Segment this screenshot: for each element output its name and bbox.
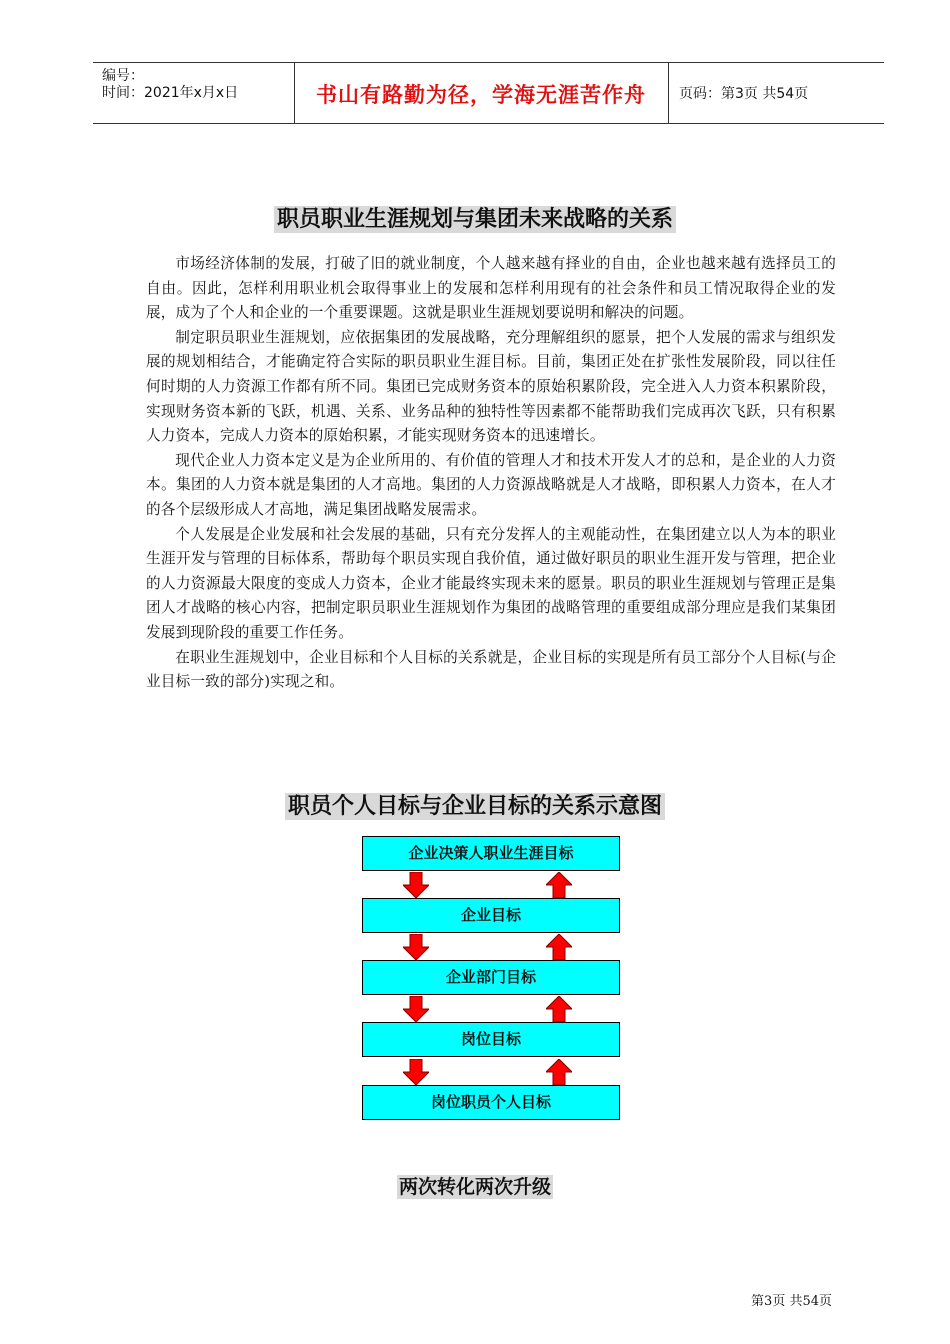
diagram-box-enterprise-goal: 企业目标	[362, 898, 620, 933]
up-arrow-icon	[546, 934, 572, 960]
section-title-1	[0, 202, 950, 233]
section-title-2-text: 职员个人目标与企业目标的关系示意图	[285, 793, 665, 820]
section-title-1-text: 职员职业生涯规划与集团未来战略的关系	[274, 206, 676, 233]
up-arrow-icon	[546, 1059, 572, 1085]
motto: 书山有路勤为径，学海无涯苦作舟	[316, 83, 646, 107]
section-title-2	[0, 789, 950, 820]
down-arrow-icon	[403, 934, 429, 960]
paragraph-3: 现代企业人力资本定义是为企业所用的、有价值的管理人才和技术开发人才的总和，是企业的人力资本。集团的人力资本就是集团的人才高地。集团的人力资源战略就是人才战略，即积累人力资本，在人才的各个层级形成人才高地，满足集团战略发展需求。	[146, 451, 836, 518]
page-footer: 第3页 共54页	[751, 1294, 832, 1309]
paragraph-2: 制定职员职业生涯规划，应依据集团的发展战略，充分理解组织的愿景，把个人发展的需求与组织发展的规划相结合，才能确定符合实际的职员职业生涯目标。目前，集团正处在扩张性发展阶段，同以往任何时期的人力资源工作都有所不同。集团已完成财务资本的原始积累阶段，完全进入人力资本积累阶段，实现财务资本新的飞跃，机遇、关系、业务品种的独特性等因素都不能帮助我们完成再次飞跃，只有积累人力资本，完成人力资本的原始积累，才能实现财务资本的迅速增长。	[146, 328, 836, 445]
header-motto-cell	[294, 63, 669, 123]
down-arrow-icon	[403, 872, 429, 898]
up-arrow-icon	[546, 872, 572, 898]
down-arrow-icon	[403, 996, 429, 1022]
time-line: 时间：2021年x月x日	[102, 85, 239, 101]
page-header	[93, 62, 884, 124]
paragraph-1: 市场经济体制的发展，打破了旧的就业制度，个人越来越有择业的自由，企业也越来越有选择员工的自由。因此，怎样利用职业机会取得事业上的发展和怎样利用现有的社会条件和员工情况取得企业的发展，成为了个人和企业的一个重要课题。这就是职业生涯规划要说明和解决的问题。	[146, 255, 836, 322]
header-right-cell	[669, 63, 884, 123]
diagram-caption	[0, 1172, 950, 1199]
diagram-box-position-goal: 岗位目标	[362, 1022, 620, 1057]
page-code: 页码：第3页 共54页	[679, 86, 809, 102]
paragraph-4: 个人发展是企业发展和社会发展的基础，只有充分发挥人的主观能动性，在集团建立以人为本的职业生涯开发与管理的目标体系，帮助每个职员实现自我价值，通过做好职员的职业生涯开发与管理，把企业的人力资源最大限度的变成人力资本，企业才能最终实现未来的愿景。职员的职业生涯规划与管理正是集团人才战略的核心内容，把制定职员职业生涯规划作为集团的战略管理的重要组成部分理应是我们某集团发展到现阶段的重要工作任务。	[146, 525, 836, 641]
paragraph-5: 在职业生涯规划中，企业目标和个人目标的关系就是，企业目标的实现是所有员工部分个人目标(与企业目标一致的部分)实现之和。	[146, 648, 836, 691]
body-text	[146, 252, 836, 695]
diagram-box-department-goal: 企业部门目标	[362, 960, 620, 995]
diagram-caption-text: 两次转化两次升级	[398, 1176, 551, 1198]
number-label: 编号：	[102, 68, 144, 84]
diagram-box-decision-maker-goal: 企业决策人职业生涯目标	[362, 836, 620, 871]
diagram-box-personal-goal: 岗位职员个人目标	[362, 1085, 620, 1120]
up-arrow-icon	[546, 996, 572, 1022]
header-left-cell	[93, 63, 295, 123]
down-arrow-icon	[403, 1059, 429, 1085]
